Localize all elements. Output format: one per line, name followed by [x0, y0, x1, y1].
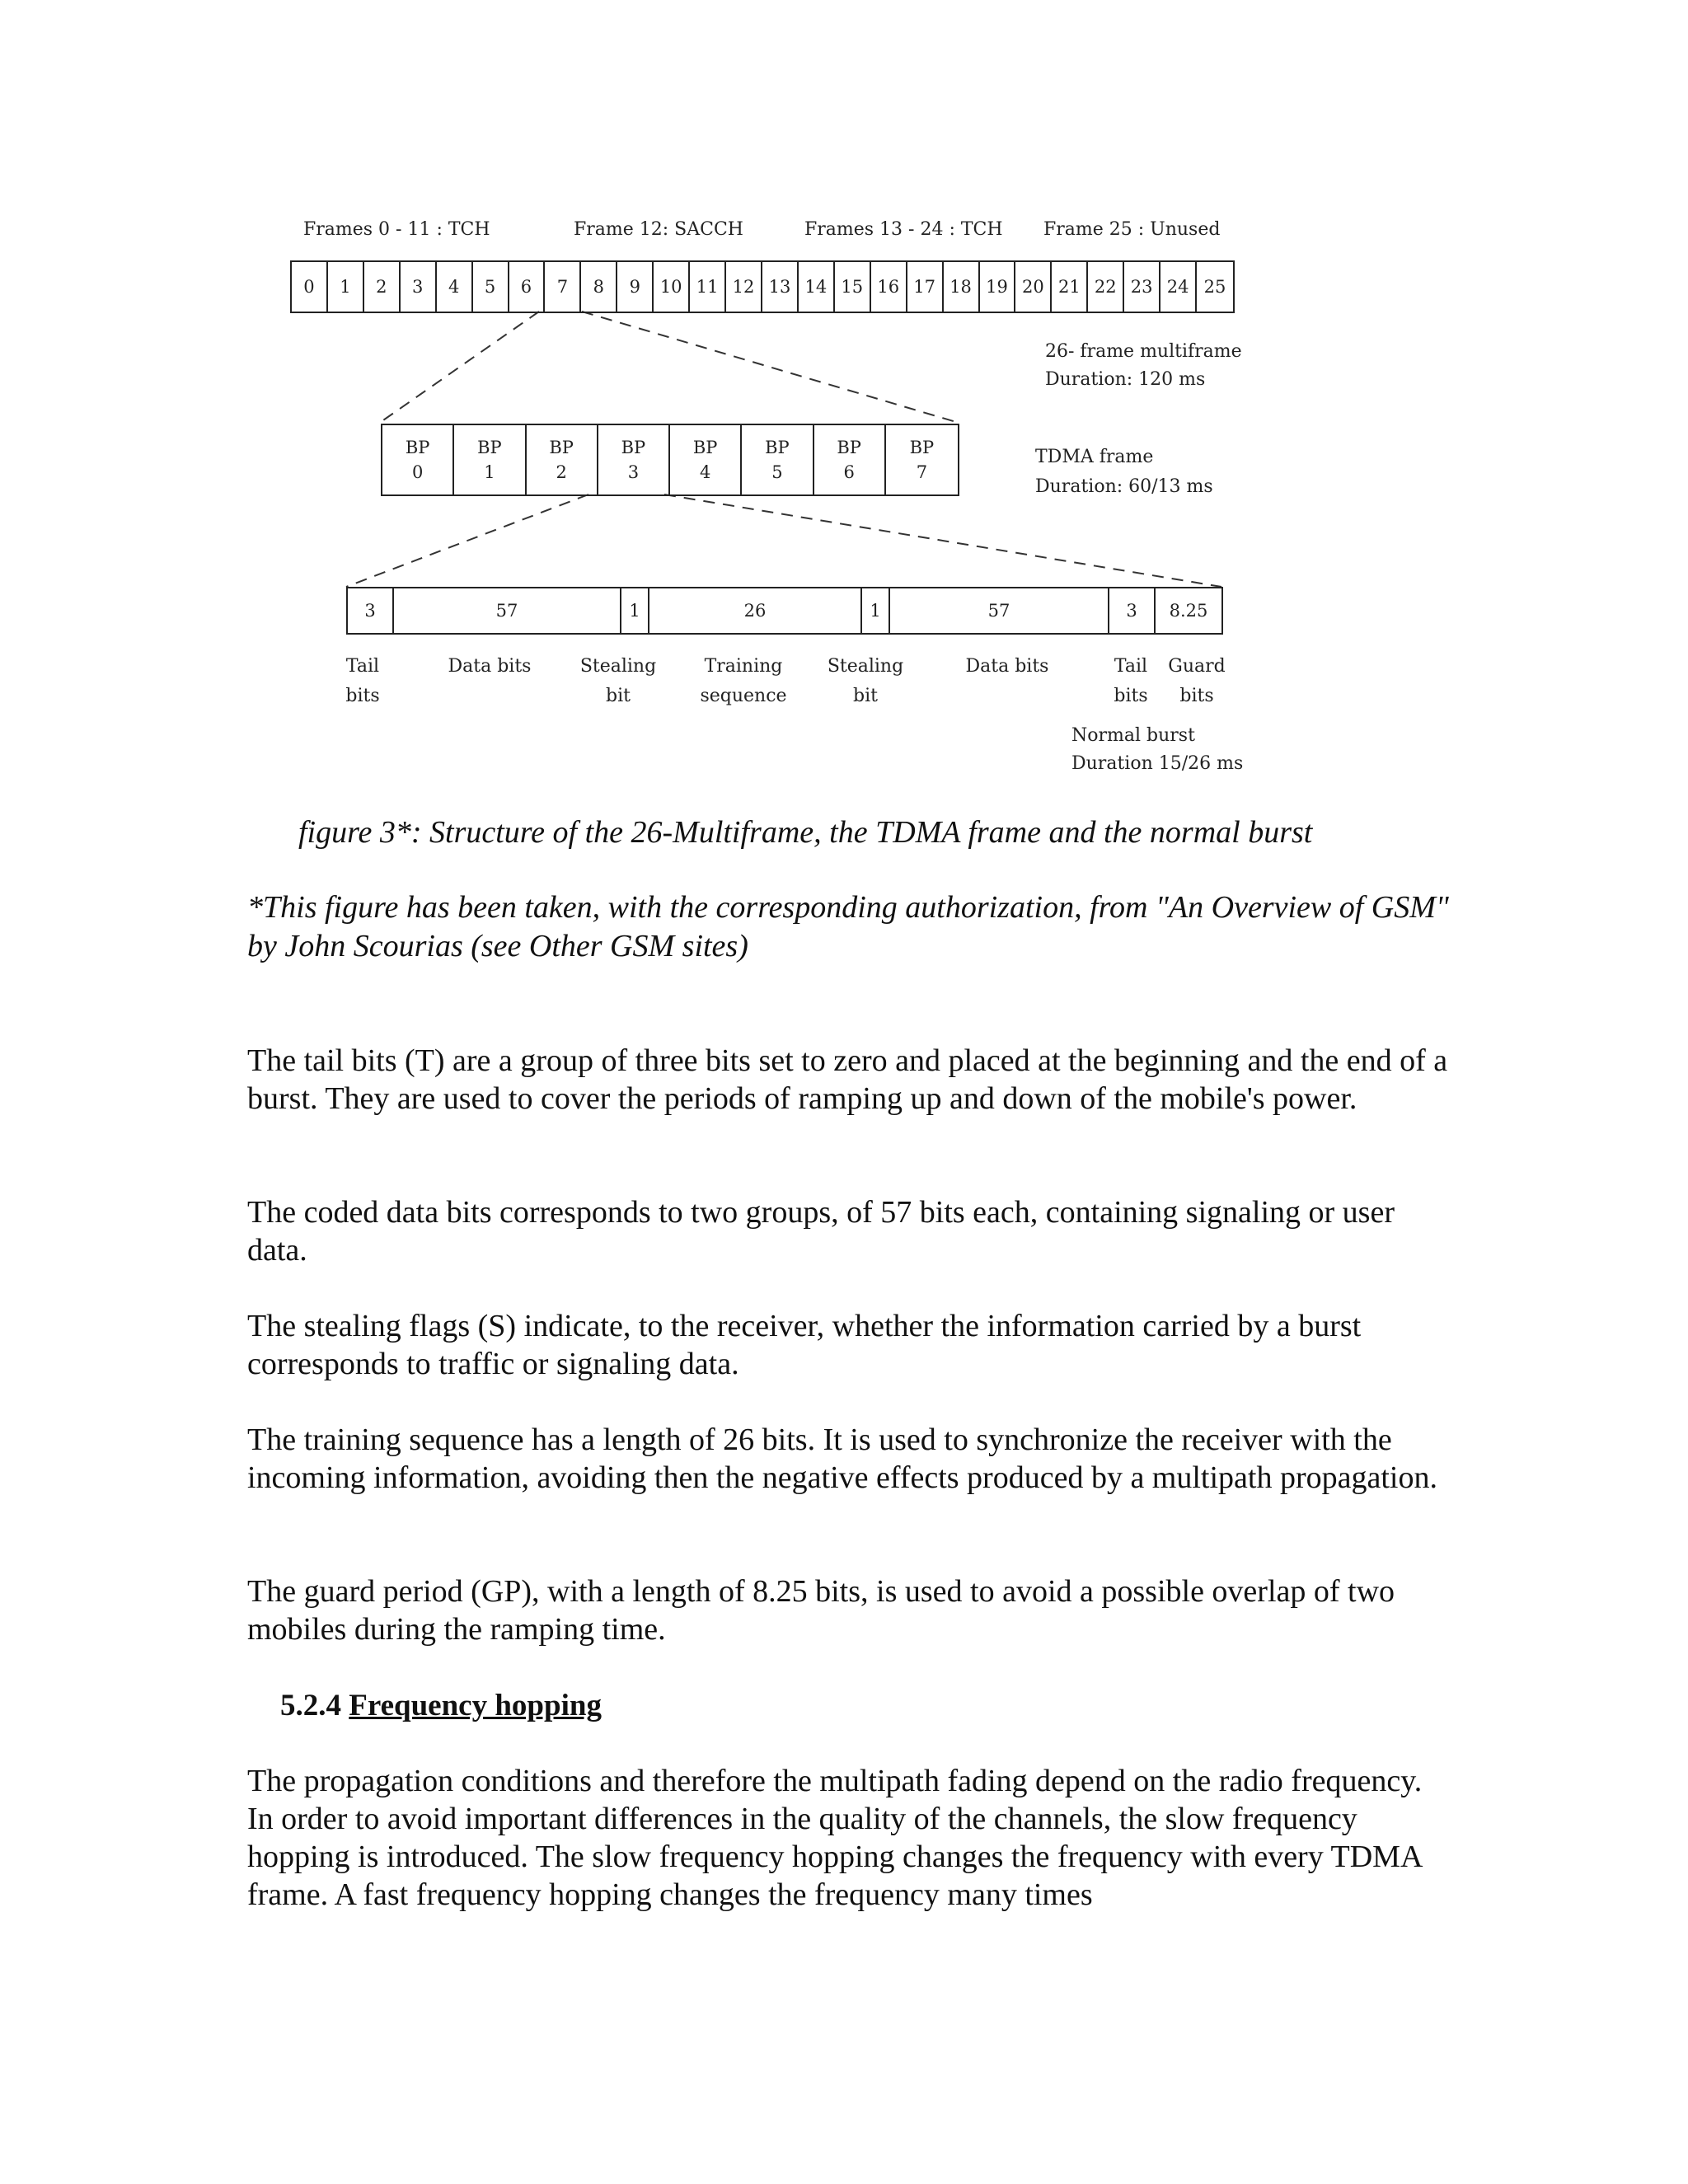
multiframe-cell: 21 — [1052, 262, 1088, 312]
burst-field-label: bits — [1114, 686, 1148, 706]
burst-field-cell: 8.25 — [1169, 601, 1208, 621]
burst-period-number: 6 — [843, 462, 855, 482]
burst-field-label: Stealing — [827, 656, 904, 677]
burst-period-cell — [598, 425, 670, 494]
paragraph-frequency-hopping: The propagation conditions and therefore the multipath fading depend on the radio frequency. In order to avoid important differences in the quality of the channels, the slow frequency hopping is introduced. The slow frequency hopping changes the frequency with every TDMA frame. A fast frequency hopping changes the frequency many times — [247, 1764, 1423, 1912]
burst-field-label: Guard — [1168, 656, 1226, 677]
multiframe-cell: 19 — [980, 262, 1016, 312]
burst-period-cell — [454, 425, 526, 494]
burst-period-prefix: BP — [837, 437, 861, 457]
multiframe-cell: 23 — [1124, 262, 1160, 312]
burst-field-cell: 3 — [1109, 588, 1156, 633]
multiframe-cell: 10 — [654, 262, 690, 312]
multiframe-cell: 25 — [1203, 277, 1226, 297]
label-frames-0-11: Frames 0 - 11 : TCH — [303, 219, 490, 240]
multiframe-cell: 7 — [545, 262, 581, 312]
multiframe-cell: 18 — [944, 262, 980, 312]
figure-attribution-note: *This figure has been taken, with the corresponding authorization, from "An Overview of GSM" by John Scourias (see Other GSM sites) — [247, 890, 1449, 963]
multiframe-cell: 4 — [437, 262, 473, 312]
burst-period-prefix: BP — [692, 437, 718, 457]
burst-period-number: 1 — [484, 462, 495, 482]
multiframe-cell: 3 — [401, 262, 437, 312]
multiframe-expansion-right — [582, 312, 956, 422]
burst-field-cell: 26 — [649, 588, 862, 633]
paragraph-guard-period: The guard period (GP), with a length of 8.25 bits, is used to avoid a possible overlap of two mobiles during the ramping time. — [247, 1574, 1395, 1647]
multiframe-cell: 8 — [581, 262, 617, 312]
burst-field-label: Stealing — [579, 656, 657, 677]
paragraph-training-sequence: The training sequence has a length of 26 bits. It is used to synchronize the receiver with the incoming information, avoiding then the negative effects produced by a multipath propagation. — [247, 1422, 1437, 1495]
multiframe-cell: 0 — [292, 262, 328, 312]
burst-period-cell — [742, 425, 814, 494]
multiframe-cell: 22 — [1088, 262, 1124, 312]
burst-field-label: bits — [1179, 686, 1214, 706]
burst-field-label: Data bits — [965, 656, 1049, 677]
figure-caption: figure 3*: Structure of the 26-Multiframe, the TDMA frame and the normal burst — [298, 815, 1313, 850]
burst-period-cell — [670, 425, 742, 494]
burst-field-label: Training — [704, 656, 783, 677]
multiframe-cell: 12 — [726, 262, 762, 312]
multiframe-cell: 2 — [364, 262, 401, 312]
burst-period-number: 5 — [771, 462, 783, 482]
burst-field-label: Data bits — [448, 656, 532, 677]
multiframe-cell: 5 — [473, 262, 509, 312]
multiframe-cell: 20 — [1015, 262, 1052, 312]
tdma-label-duration: Duration: 60/13 ms — [1035, 476, 1213, 497]
label-frame-25: Frame 25 : Unused — [1043, 219, 1221, 240]
burst-period-cell — [886, 425, 958, 494]
burst-field-label: sequence — [700, 686, 787, 706]
burst-period-cell — [382, 425, 454, 494]
multiframe-expansion-left — [381, 312, 539, 422]
multiframe-cell: 6 — [509, 262, 546, 312]
burst-field-label: bit — [853, 686, 878, 706]
multiframe-cell: 14 — [799, 262, 835, 312]
burst-field-label: Tail — [345, 656, 380, 677]
burst-period-prefix: BP — [549, 437, 574, 457]
burst-period-prefix: BP — [765, 437, 790, 457]
tdma-label-name: TDMA frame — [1035, 447, 1154, 467]
burst-field-cell: 1 — [621, 588, 649, 633]
burst-field-cell: 1 — [862, 588, 890, 633]
burst-field-cell: 57 — [890, 588, 1109, 633]
burst-period-cell — [814, 425, 886, 494]
multiframe-cell: 13 — [762, 262, 799, 312]
paragraph-data-bits: The coded data bits corresponds to two groups, of 57 bits each, containing signaling or user data. — [247, 1195, 1395, 1268]
gsm-frame-structure-diagram — [0, 0, 1688, 791]
multiframe-cell: 17 — [907, 262, 944, 312]
multiframe-label-duration: Duration: 120 ms — [1045, 369, 1206, 390]
burst-field-label: bit — [606, 686, 631, 706]
tdma-frame-row — [381, 424, 959, 496]
burst-period-number: 0 — [411, 462, 424, 482]
label-frame-12: Frame 12: SACCH — [574, 219, 743, 240]
burst-period-prefix: BP — [477, 437, 502, 457]
multiframe-cell: 24 — [1160, 262, 1197, 312]
tdma-expansion-right — [664, 494, 1221, 587]
label-frames-13-24: Frames 13 - 24 : TCH — [804, 219, 1003, 240]
tdma-expansion-left — [346, 494, 588, 587]
multiframe-cell: 15 — [835, 262, 871, 312]
burst-label-duration: Duration 15/26 ms — [1071, 753, 1244, 774]
normal-burst-row — [346, 587, 1223, 635]
burst-field-cell: 3 — [348, 588, 394, 633]
multiframe-row — [290, 260, 1235, 313]
multiframe-cell: 9 — [617, 262, 654, 312]
burst-label-name: Normal burst — [1071, 725, 1195, 746]
paragraph-tail-bits: The tail bits (T) are a group of three bits set to zero and placed at the beginning and the end of a burst. They are used to cover the periods of ramping up and down of the mobile's power. — [247, 1043, 1448, 1116]
burst-period-prefix: BP — [909, 437, 935, 457]
burst-field-label: Tail — [1114, 656, 1148, 677]
paragraph-stealing-flags: The stealing flags (S) indicate, to the receiver, whether the information carried by a burst corresponds to traffic or signaling data. — [247, 1309, 1362, 1381]
burst-period-prefix: BP — [405, 437, 430, 457]
section-number: 5.2.4 — [280, 1689, 341, 1722]
burst-field-label: bits — [345, 686, 380, 706]
multiframe-cell: 16 — [871, 262, 907, 312]
burst-period-number: 2 — [556, 462, 567, 482]
burst-period-prefix: BP — [621, 437, 646, 457]
section-title-link[interactable]: Frequency hopping — [349, 1689, 602, 1722]
burst-period-number: 3 — [627, 462, 640, 482]
burst-field-cell: 57 — [394, 588, 621, 633]
burst-period-cell — [527, 425, 598, 494]
burst-period-number: 7 — [916, 462, 928, 482]
multiframe-cell: 11 — [690, 262, 726, 312]
section-heading — [280, 1688, 602, 1723]
multiframe-label-name: 26- frame multiframe — [1045, 341, 1242, 362]
multiframe-cell: 1 — [328, 262, 364, 312]
burst-period-number: 4 — [699, 462, 711, 482]
